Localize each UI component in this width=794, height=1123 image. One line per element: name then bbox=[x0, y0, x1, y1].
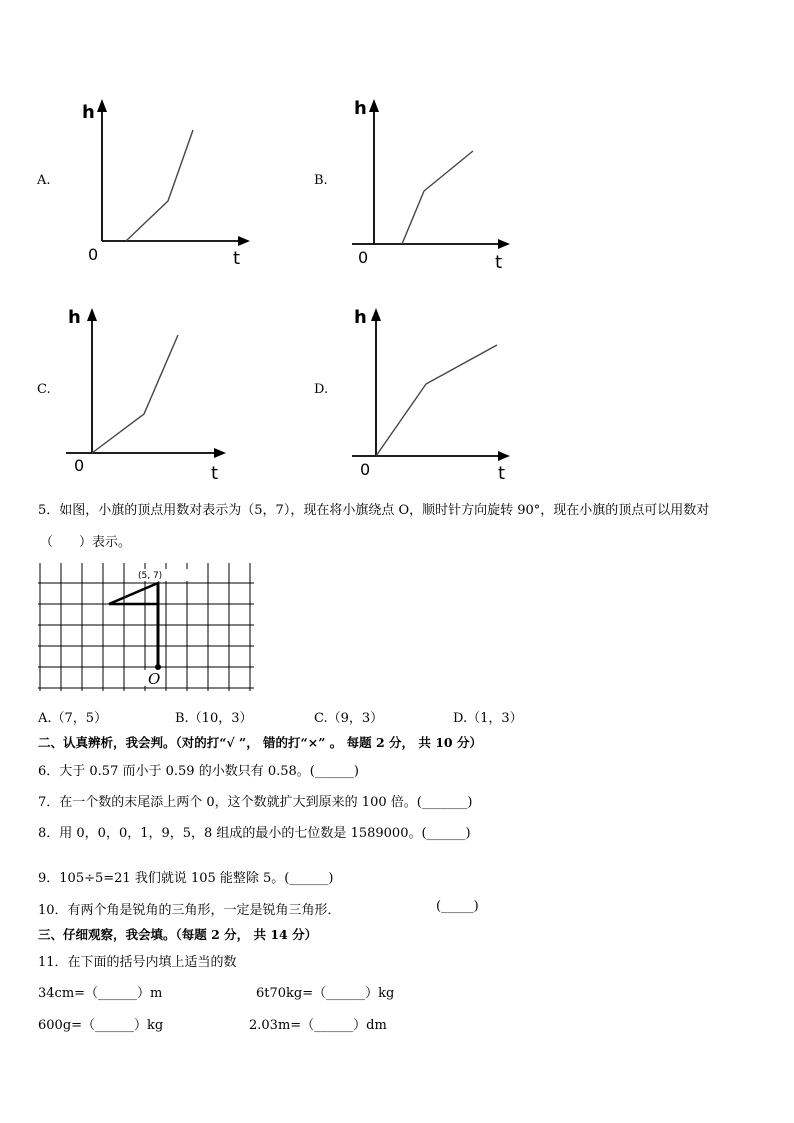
q5-text-line1: 5．如图，小旗的顶点用数对表示为（5，7），现在将小旗绕点 O，顺时针方向旋转 90°，现在小旗的顶点可以用数对 bbox=[38, 503, 710, 518]
option-a-label: A. bbox=[37, 173, 51, 188]
q6: 6．大于 0.57 而小于 0.59 的小数只有 0.58。(______) bbox=[38, 764, 359, 779]
fill-34cm[interactable]: 34cm=（______）m bbox=[38, 986, 163, 1001]
graph-d bbox=[352, 305, 532, 485]
point-o-label: O bbox=[148, 670, 161, 688]
origin-label: 0 bbox=[88, 245, 99, 264]
q5-choice-a[interactable]: A.（7，5） bbox=[38, 711, 108, 726]
graph-a bbox=[80, 96, 260, 271]
q11: 11．在下面的括号内填上适当的数 bbox=[38, 955, 237, 970]
q5-text-line2: （ ）表示。 bbox=[40, 535, 132, 550]
q10: 10．有两个角是锐角的三角形，一定是锐角三角形． bbox=[38, 903, 341, 918]
q5-choice-d[interactable]: D.（1，3） bbox=[453, 711, 523, 726]
h-axis-label: h bbox=[82, 102, 95, 123]
h-axis-label: h bbox=[354, 307, 367, 328]
h-axis-label: h bbox=[68, 307, 81, 328]
origin-label: 0 bbox=[360, 460, 371, 479]
flag-vertex-label: (5, 7) bbox=[138, 571, 163, 581]
option-c-label: C. bbox=[37, 382, 51, 397]
fill-600g[interactable]: 600g=（______）kg bbox=[38, 1018, 164, 1033]
flag-grid bbox=[38, 563, 258, 695]
t-axis-label: t bbox=[495, 252, 503, 271]
t-axis-label: t bbox=[233, 248, 241, 269]
graph-b bbox=[352, 96, 532, 271]
origin-label: 0 bbox=[358, 248, 369, 267]
q9: 9．105÷5=21 我们就说 105 能整除 5。(______) bbox=[38, 871, 334, 886]
q5-choice-c[interactable]: C.（9，3） bbox=[314, 711, 384, 726]
q8: 8．用 0，0，0，1，9，5，8 组成的最小的七位数是 1589000。(______) bbox=[38, 826, 471, 841]
option-d-label: D. bbox=[314, 382, 329, 397]
t-axis-label: t bbox=[498, 463, 506, 484]
graph-c bbox=[66, 305, 246, 485]
option-b-label: B. bbox=[314, 173, 328, 188]
q7: 7．在一个数的末尾添上两个 0，这个数就扩大到原来的 100 倍。(_______) bbox=[38, 795, 473, 810]
fill-2-03m[interactable]: 2.03m=（______）dm bbox=[249, 1018, 387, 1033]
q10-answer-blank[interactable]: (_____) bbox=[436, 899, 479, 914]
fill-6t70kg[interactable]: 6t70kg=（______）kg bbox=[256, 986, 395, 1001]
section-2-title: 二、认真辨析，我会判。（对的打“√ ”， 错的打“×” 。 每题 2 分， 共 10 分） bbox=[38, 735, 482, 750]
h-axis-label: h bbox=[354, 98, 367, 119]
q5-choice-b[interactable]: B.（10，3） bbox=[175, 711, 253, 726]
section-3-title: 三、仔细观察，我会填。（每题 2 分， 共 14 分） bbox=[38, 927, 318, 942]
t-axis-label: t bbox=[211, 463, 219, 484]
origin-label: 0 bbox=[74, 456, 85, 475]
